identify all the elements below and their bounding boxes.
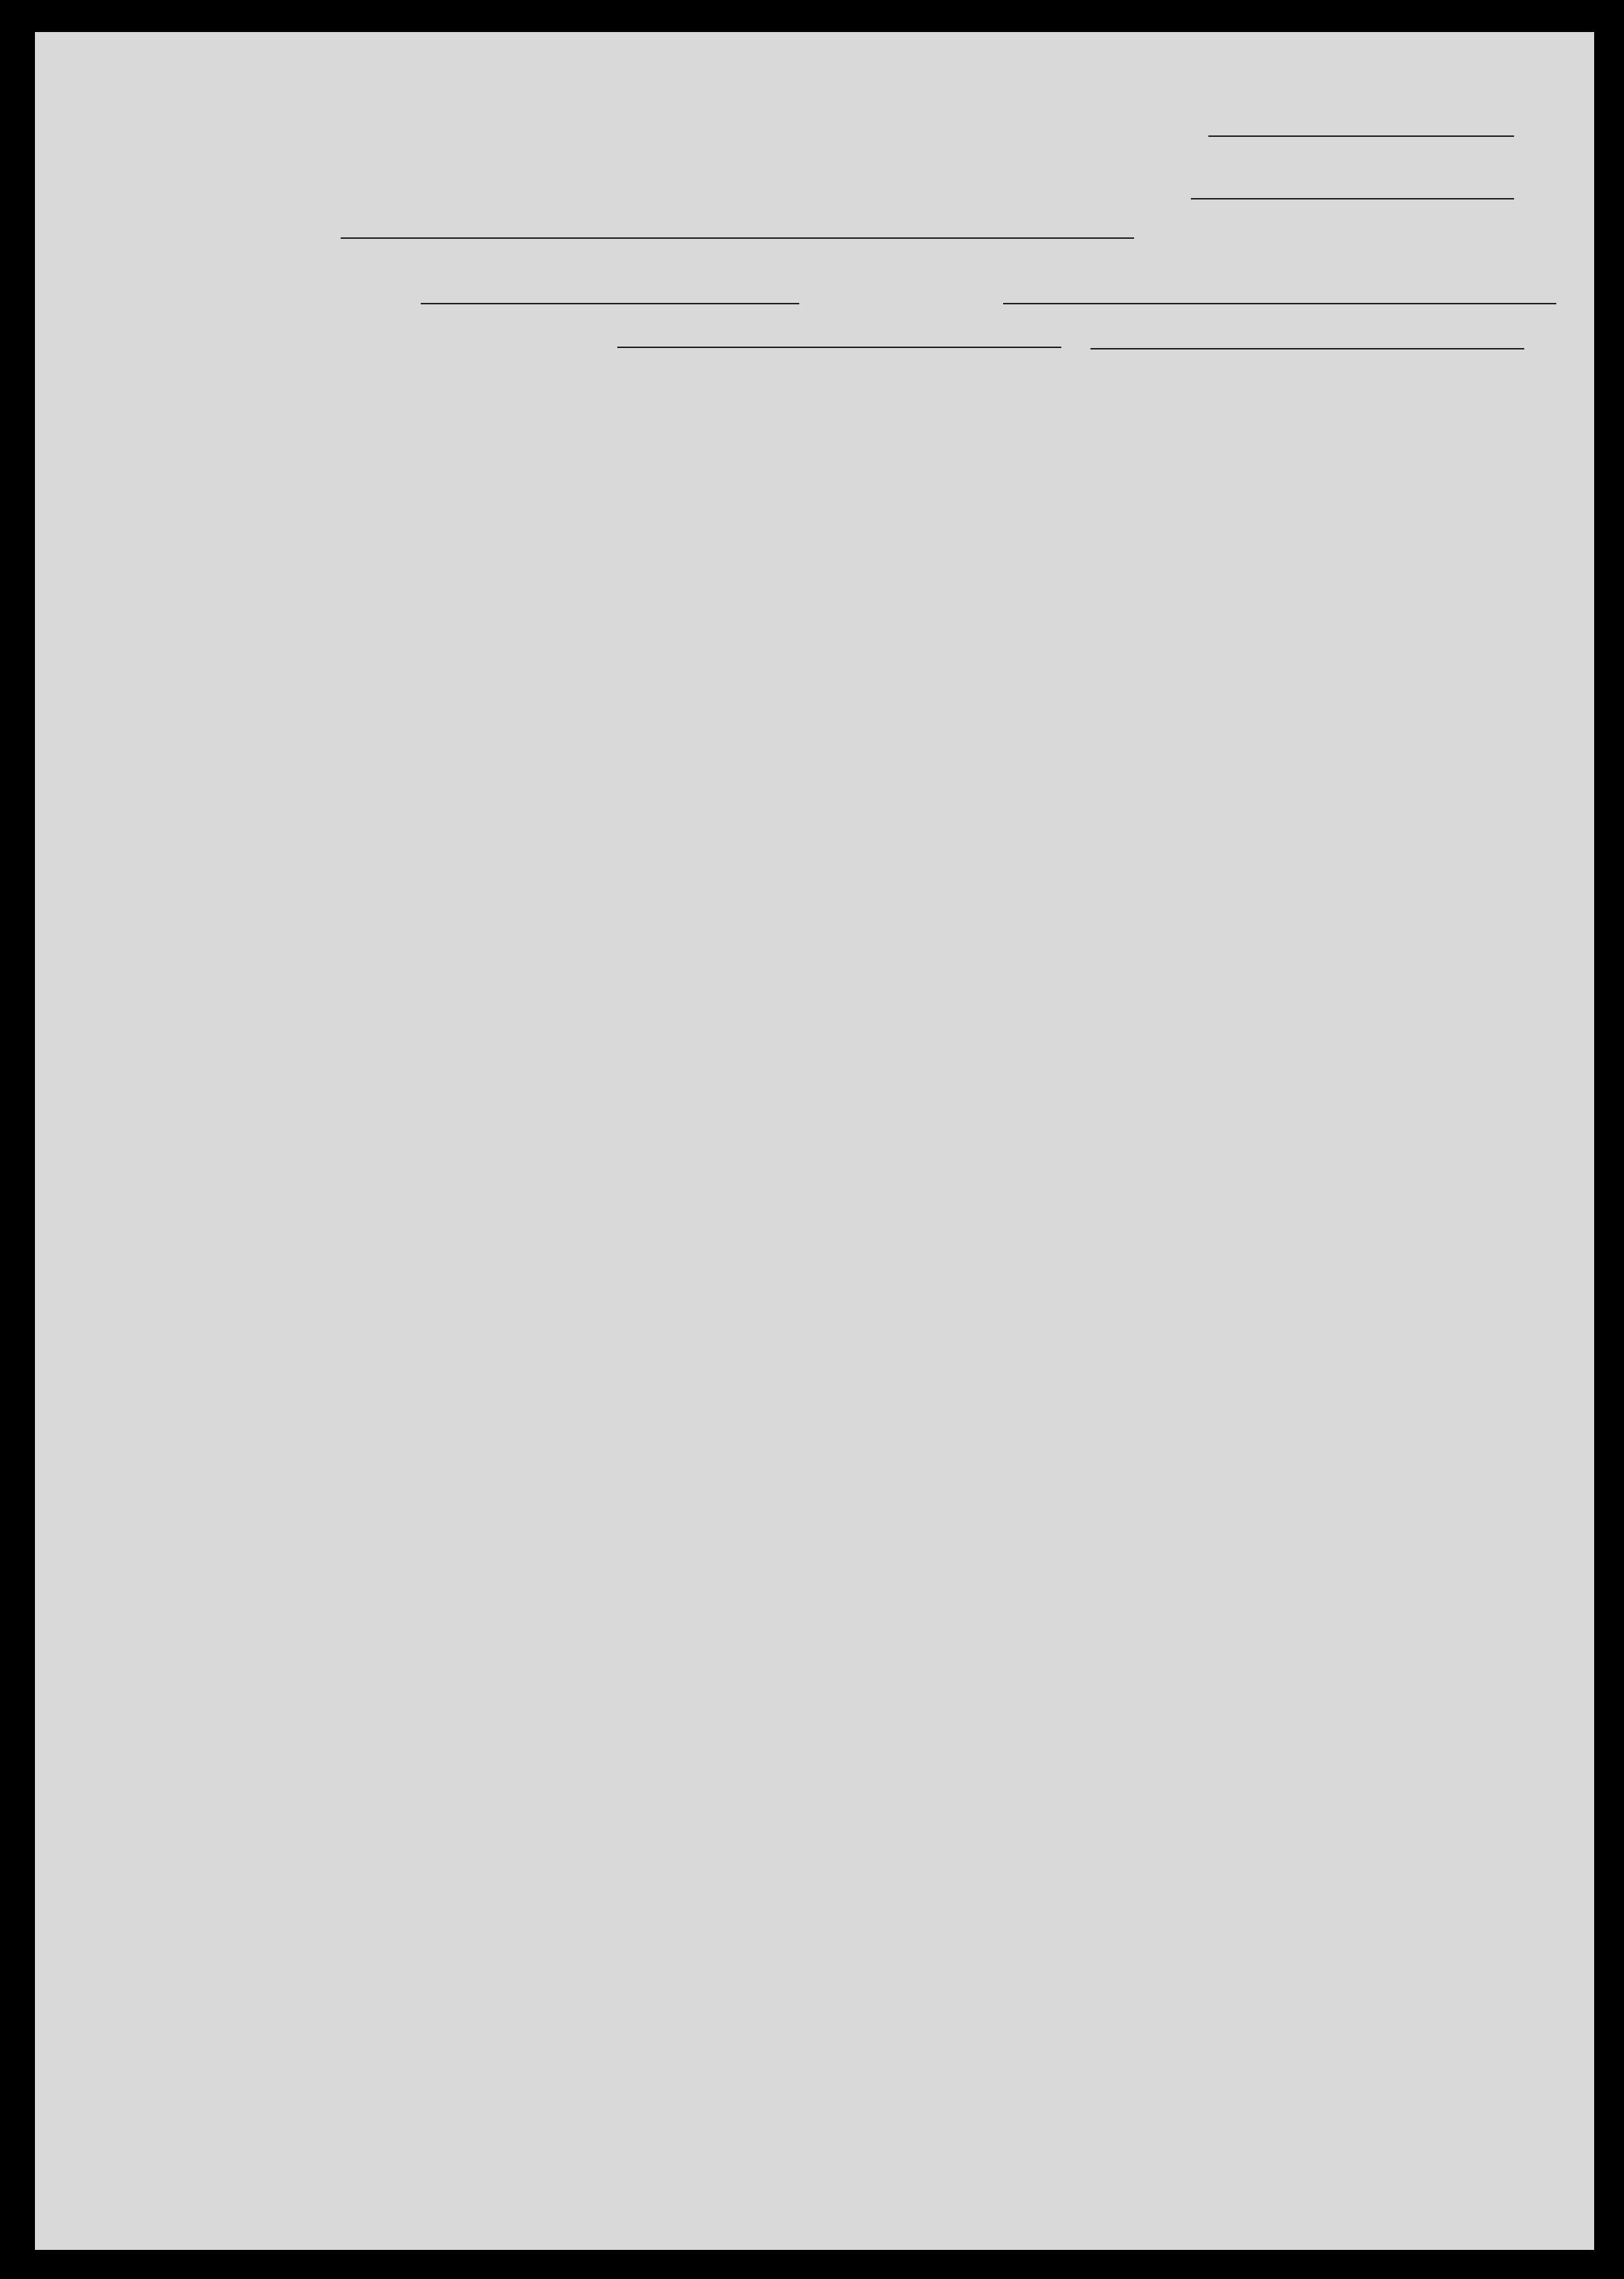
document-page: [35, 32, 1594, 2250]
table-grid: [35, 32, 1594, 2250]
